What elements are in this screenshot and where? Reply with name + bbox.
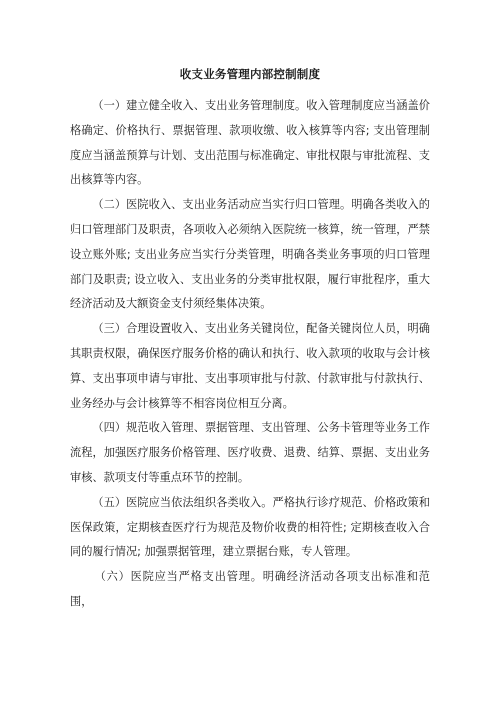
paragraph-4: （四）规范收入管理、票据管理、支出管理、公务卡管理等业务工作流程，加强医疗服务价格管理、医疗收费、退费、结算、票据、支出业务审核、款项支付等重点环节的控制。 [70,421,430,484]
paragraph-6: （六）医院应当严格支出管理。明确经济活动各项支出标准和范围， [70,570,430,608]
paragraph-3: （三）合理设置收入、支出业务关键岗位，配备关键岗位人员，明确其职责权限，确保医疗服务价格的确认和执行、收入款项的收取与会计核算、支出事项申请与审批、支出事项审批与付款、付款审批与付款执行、业务经办与会计核算等不相容岗位相互分离。 [70,322,430,410]
paragraph-5: （五）医院应当依法组织各类收入。严格执行诊疗规范、价格政策和医保政策，定期核查医疗行为规范及物价收费的相符性; 定期核查收入合同的履行情况; 加强票据管理，建立票据台账，专人管理。 [70,495,430,559]
paragraph-1: （一）建立健全收入、支出业务管理制度。收入管理制度应当涵盖价格确定、价格执行、票据管理、款项收缴、收入核算等内容; 支出管理制度应当涵盖预算与计划、支出范围与标准确定、审批权限与审批流程、支出核算等内容。 [70,99,430,187]
document-title: 收支业务管理内部控制制度 [179,67,321,81]
paragraph-2: （二）医院收入、支出业务活动应当实行归口管理。明确各类收入的归口管理部门及职责，各项收入必须纳入医院统一核算，统一管理，严禁设立账外账; 支出业务应当实行分类管理，明确各类业务事项的归口管理部门及职责; 设立收入、支出业务的分类审批权限，履行审批程序，重大经济活动及大额资金支付须经集体决策。 [70,198,430,311]
